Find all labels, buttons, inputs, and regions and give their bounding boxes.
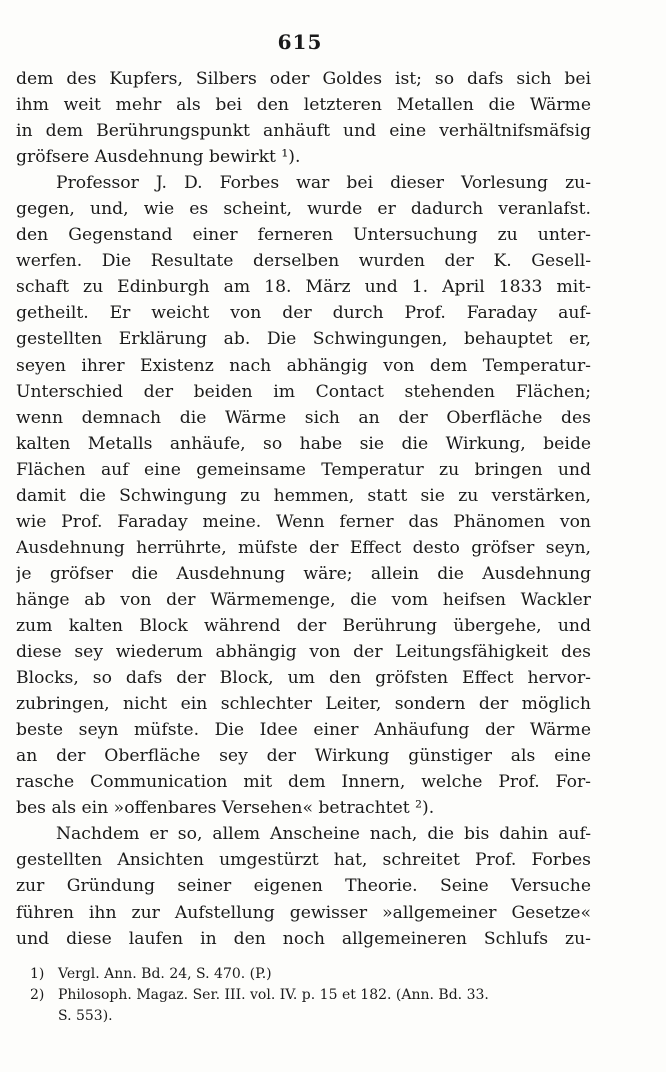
text-line: bes als ein »offenbares Versehen« betrachtet ²). (16, 798, 435, 819)
text-line: Nachdem er so, allem Anscheine nach, die bis dahin auf- (56, 824, 591, 845)
footnote-marker: 2) (30, 987, 45, 1003)
footnote (16, 1006, 596, 1027)
body-text (16, 66, 591, 952)
text-line: Blocks, so dafs der Block, um den gröfsten Effect hervor- (16, 668, 591, 689)
footnote-marker: 1) (30, 966, 45, 982)
text-line: führen ihn zur Aufstellung gewisser »allgemeiner Gesetze« (16, 902, 591, 923)
text-line: Flächen auf eine gemeinsame Temperatur zu bringen und (16, 459, 591, 480)
text-line: dem des Kupfers, Silbers oder Goldes ist; so dafs sich bei (16, 69, 591, 89)
text-line: zum kalten Block während der Berührung übergehe, und (16, 615, 591, 636)
text-line: zur Gründung seiner eigenen Theorie. Seine Versuche (16, 876, 591, 897)
text-line: und diese laufen in den noch allgemeineren Schlufs zu- (16, 928, 591, 949)
footnote-text: Vergl. Ann. Bd. 24, S. 470. (P.) (58, 966, 272, 982)
footnotes (16, 964, 596, 1027)
text-line: seyen ihrer Existenz nach abhängig von dem Temperatur- (16, 355, 591, 376)
text-line: hänge ab von der Wärmemenge, die vom heifsen Wackler (16, 589, 591, 610)
text-line: gröfsere Ausdehnung bewirkt ¹). (16, 147, 301, 168)
page-number: 615 (277, 30, 323, 54)
text-line: den Gegenstand einer ferneren Untersuchung zu unter- (16, 225, 591, 246)
footnote-text: Philosoph. Magaz. Ser. III. vol. IV. p. 15 et 182. (Ann. Bd. 33. (58, 987, 489, 1003)
text-line: damit die Schwingung zu hemmen, statt sie zu verstärken, (16, 485, 591, 506)
footnote-text: S. 553). (58, 1008, 113, 1024)
text-line: ihm weit mehr als bei den letzteren Metallen die Wärme (16, 95, 591, 116)
text-line: werfen. Die Resultate derselben wurden der K. Gesell- (16, 251, 591, 272)
text-line: zubringen, nicht ein schlechter Leiter, sondern der möglich (16, 694, 591, 715)
text-line: diese sey wiederum abhängig von der Leitungsfähigkeit des (16, 642, 591, 663)
footnote (16, 964, 596, 985)
text-line: Unterschied der beiden im Contact stehenden Flächen; (16, 381, 591, 402)
text-line: Ausdehnung herrührte, müfste der Effect desto gröfser seyn, (16, 537, 591, 558)
text-line: kalten Metalls anhäufe, so habe sie die Wirkung, beide (16, 433, 591, 454)
footnote (16, 985, 596, 1006)
text-line: Professor J. D. Forbes war bei dieser Vorlesung zu- (56, 173, 591, 194)
text-line: wie Prof. Faraday meine. Wenn ferner das Phänomen von (16, 511, 591, 532)
text-line: beste seyn müfste. Die Idee einer Anhäufung der Wärme (16, 720, 591, 741)
text-line: getheilt. Er weicht von der durch Prof. Faraday auf- (16, 303, 591, 324)
text-line: gestellten Ansichten umgestürzt hat, schreitet Prof. Forbes (16, 850, 591, 871)
text-line: in dem Berührungspunkt anhäuft und eine verhältnifsmäfsig (16, 121, 591, 142)
text-line: je gröfser die Ausdehnung wäre; allein die Ausdehnung (16, 563, 591, 584)
text-line: gestellten Erklärung ab. Die Schwingungen, behauptet er, (16, 329, 591, 350)
text-line: schaft zu Edinburgh am 18. März und 1. April 1833 mit- (16, 277, 591, 298)
text-line: gegen, und, wie es scheint, wurde er dadurch veranlafst. (16, 199, 591, 220)
text-line: wenn demnach die Wärme sich an der Oberfläche des (16, 407, 591, 428)
text-line: an der Oberfläche sey der Wirkung günstiger als eine (16, 746, 591, 767)
text-line: rasche Communication mit dem Innern, welche Prof. For- (16, 772, 591, 793)
